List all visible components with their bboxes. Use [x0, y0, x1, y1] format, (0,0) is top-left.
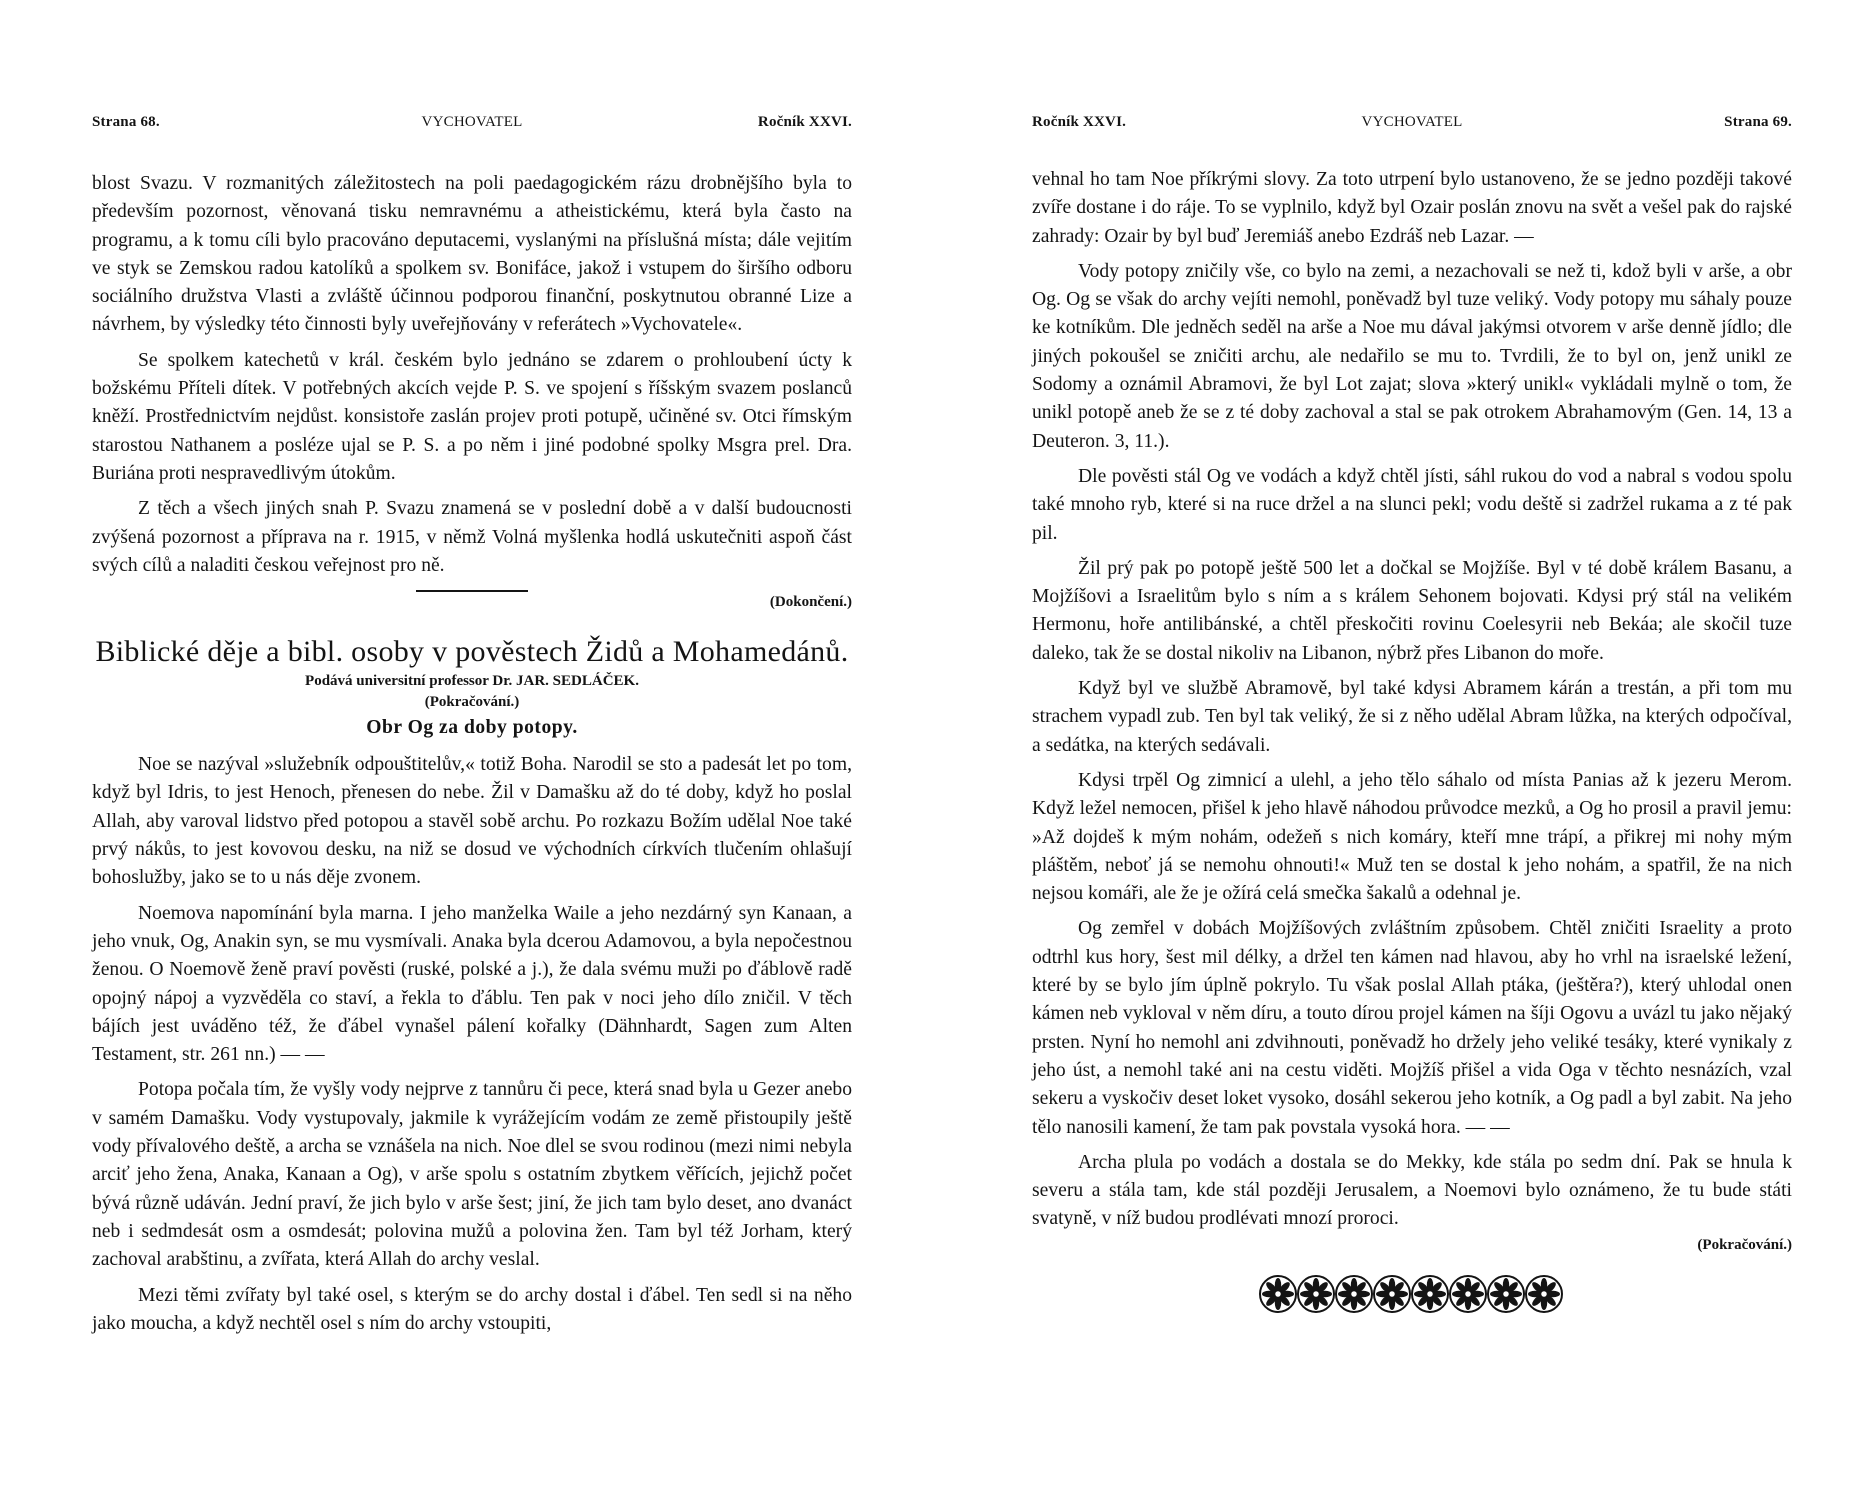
paragraph: Vody potopy zničily vše, co bylo na zemi, a nezachovali se než ti, kdož byli v arše, a obr Og. Og se však do archy vejíti nemohl, poněvadž byl tuze veliký. Vody potopy mu sáhaly pouze ke kotníkům. Dle jedněch seděl na arše a Noe mu dával jakýmsi otvorem v arše denně jídlo; dle jiných pokoušel se zničiti archu, ale nedařilo se mu to. Tvrdili, že to byl on, jenž unikl ze Sodomy a oznámil Abramovi, že byl Lot zajat; slova »který unikl« vykládali mylně o tom, že unikl potopě aneb že se z té doby zachoval a stal se pak otrokem Abrahamovým (Gen. 14, 13 a Deuteron. 3, 11.).	[1032, 260, 1792, 452]
paragraph: Noemova napomínání byla marna. I jeho manželka Waile a jeho nezdárný syn Kanaan, a jeho vnuk, Og, Anakin syn, se mu vysmívali. Anaka byla dcerou Adamovou, a byla nepočestnou ženou. O Noemově ženě praví pověsti (ruské, polské a j.), že dala svému muži po ďáblově radě opojný nápoj a vyzvěděla co staví, a řekla to ďáblu. Ten pak v noci jeho dílo zničil. V těch bájích jest uváděno též, že ďábel vynašel pálení kořalky (Dähnhardt, Sagen zum Alten Testament, str. 261 nn.) — —	[92, 902, 852, 1066]
end-mark: (Pokračování.)	[1697, 1236, 1792, 1253]
article-title: Biblické děje a bibl. osoby v pověstech Židů a Mohamedánů.	[95, 635, 849, 669]
paragraph: Kdysi trpěl Og zimnicí a ulehl, a jeho tělo sáhalo od místa Panias až k jezeru Merom. Když ležel nemocen, přišel k jeho hlavě náhodou průvodce mezků, a Og ho prosil a pravil jemu: »Až dojdeš k mým nohám, odežeň s nich komáry, kteří mne trápí, a přikrej mi nohy mým pláštěm, neboť já se nemohu ohnouti!« Muž ten se dostal k jeho nohám, a spatřil, že na nich nejsou komáři, ale že je ožírá celá smečka šakalů a odehnal je.	[1032, 769, 1792, 905]
left-body	[92, 170, 852, 1345]
rosette-icon	[1412, 1276, 1448, 1312]
continuation-note: (Pokračování.)	[424, 694, 520, 711]
paragraph: Noe se nazýval »služebník odpouštitelův,« totiž Boha. Narodil se sto a padesát let po tom, když byl Idris, to jest Henoch, přenesen do nebe. Žil v Damašku až do té doby, když ho poslal Allah, aby varoval lidstvo před potopou a stavěl sobě archu. Po rozkazu Božím udělal Noe také prvý nákůs, to jest kovovou desku, na niž se dosud ve východních církvích tlučením ohlašují bohoslužby, jako se to u nás děje zvonem.	[92, 754, 852, 889]
end-mark: (Dokončení.)	[769, 594, 852, 611]
left-running-head	[92, 114, 852, 136]
left-page-number: Strana 68.	[92, 114, 160, 130]
right-volume: Ročník XXVI.	[1032, 114, 1127, 130]
right-page-number: Strana 69.	[1724, 114, 1792, 130]
paragraph: Og zemřel v dobách Mojžíšových zvláštním způsobem. Chtěl zničiti Israelity a proto odtrhl kus hory, šest mil délky, a držel ten kámen nad hlavou, aby ho vrhl na israelské ležení, které by se bylo jím úplně pokrylo. Tu však poslal Allah ptáka, (ještěra?), který uhlodal onen kámen neb vykloval v něm díru, a touto dírou projel kámen na šíji Ogovu a uvázl tu jako nějaký prsten. Nyní ho nemohl ani zdvihnouti, poněvadž ho držely jeho veliké tesáky, které vynikaly z jeho úst, a nemohl také ani na cestu viděti. Mojžíš přišel a vida Oga v těchto nesnázích, vzal sekeru a vyskočiv deset loket vysoko, dosáhl sekerou jeho kotník, a Og padl a byl zabit. Na jeho tělo nanosili kamení, že tam pak povstala vysoká hora. — —	[1032, 918, 1792, 1138]
paragraph: Žil prý pak po potopě ještě 500 let a dočkal se Mojžíše. Byl v té době králem Basanu, a Mojžíšovi a Israelitům bylo s ním a s králem Sehonem bojovati. Kdysi prý stál na velikém Hermonu, hoře antilibánské, a chtěl přeskočiti rovinu Coelesyrii neb Bekáa; ale skočil tuze daleko, tak že se dostal nikoliv na Libanon, nýbrž přes Libanon do moře.	[1032, 557, 1792, 664]
section-divider	[416, 590, 528, 592]
rosette-icon	[1374, 1276, 1410, 1312]
paragraph: Potopa počala tím, že vyšly vody nejprve z tannůru či pece, která snad byla u Gezer anebo v samém Damašku. Vody vystupovaly, jakmile k vyrážejícím vodám ze země přistoupily ještě vody přívalového deště, a archa se vznášela na nich. Noe dlel se svou rodinou (mezi nimi nebyla arciť jeho žena, Anaka, Kanaan a Og), v arše spolu s ostatním zbytkem věřících, jejichž počet bývá různě udáván. Jední praví, že jich bylo v arše šest; jiní, že jich tam bylo deset, ano dvanáct neb i sedmdesát osm a osmdesát; polovina mužů a polovina žen. Tam byl též Jorham, který zachoval arabštinu, a zvířata, která Allah do archy veslal.	[92, 1079, 852, 1271]
paragraph: Mezi těmi zvířaty byl také osel, s kterým se do archy dostal i ďábel. Ten sedl si na něho jako moucha, a když nechtěl osel s ním do archy vstoupiti,	[92, 1284, 852, 1334]
rosette-icon	[1260, 1276, 1296, 1312]
paragraph: Se spolkem katechetů v král. českém bylo jednáno se zdarem o prohloubení úcty k božskému Příteli dítek. V potřebných akcích vejde P. S. ve spojení s říšským svazem poslanců kněží. Prostřednictvím nejdůst. konsistoře zaslán projev proti potupě, učiněné sv. Otci římským starostou Nathanem a posléze ujal se P. S. a po něm i jiné podobné spolky Msgra prel. Dra. Buriána proti nespravedlivým útokům.	[92, 349, 852, 484]
paragraph: Archa plula po vodách a dostala se do Mekky, kde stála po sedm dní. Pak se hnula k severu a stála tam, kde stál později Jerusalem, a Noemovi bylo oznámeno, že tu bude státi svatyně, v níž budou prodlévati mnozí proroci.	[1032, 1151, 1792, 1230]
right-body	[1032, 166, 1792, 1321]
left-volume: Ročník XXVI.	[757, 114, 852, 130]
article-byline: Podává universitní professor Dr. JAR. SEDLÁČEK.	[305, 673, 639, 690]
paragraph: blost Svazu. V rozmanitých záležitostech na poli paedagogickém rázu drobnějšího byla to především pozornost, věnovaná tisku nemravnému a atheistickému, která byla často na programu, a k tomu cíli bylo pracováno deputacemi, vyslanými na příslušná místa; dále vejitím ve styk se Zemskou radou katolíků a spolkem sv. Bonifáce, jakož i vstupem do širšího odboru sociálního družstva Vlasti a zvláště účinnou podporou finanční, poskytnutou obranné Lize a návrhem, by výsledky této činnosti byly uveřejňovány v referátech »Vychovatele«.	[92, 173, 852, 336]
right-journal-title: VYCHOVATEL	[1361, 114, 1463, 130]
paragraph: Dle pověsti stál Og ve vodách a když chtěl jísti, sáhl rukou do vod a nabral s vodou spolu také mnoho ryb, které si na ruce držel a na slunci pekl; vodu deště si zadržel rukama a z té pak pil.	[1032, 465, 1792, 544]
rosette-icon	[1298, 1276, 1334, 1312]
paragraph: vehnal ho tam Noe příkrými slovy. Za toto utrpení bylo ustanoveno, že se jedno později takové zvíře dostane i do ráje. To se vyplnilo, když byl Ozair poslán znovu na svět a vešel pak do rajské zahrady: Ozair by byl buď Jeremiáš anebo Ezdráš neb Lazar. —	[1032, 169, 1792, 247]
rosette-icon	[1336, 1276, 1372, 1312]
paragraph: Když byl ve službě Abramově, byl také kdysi Abramem kárán a trestán, a při tom mu strachem vypadl zub. Ten byl tak veliký, že si z něho udělal Abram lůžka, na kterých odpočíval, a sedátka, na kterých sedávali.	[1032, 678, 1792, 756]
section-title: Obr Og za doby potopy.	[366, 717, 578, 739]
rosette-icon	[1450, 1276, 1486, 1312]
rosette-row-ornament-icon	[1032, 1272, 1792, 1321]
right-running-head	[1032, 114, 1792, 136]
rosette-icon	[1488, 1276, 1524, 1312]
left-journal-title: VYCHOVATEL	[421, 114, 523, 130]
rosette-icon	[1526, 1276, 1562, 1312]
paragraph: Z těch a všech jiných snah P. Svazu znamená se v poslední době a v další budoucnosti zvýšená pozornost a příprava na r. 1915, v němž Volná myšlenka hodlá uskutečniti aspoň část svých cílů a naladiti českou veřejnost pro ně.	[92, 498, 852, 576]
